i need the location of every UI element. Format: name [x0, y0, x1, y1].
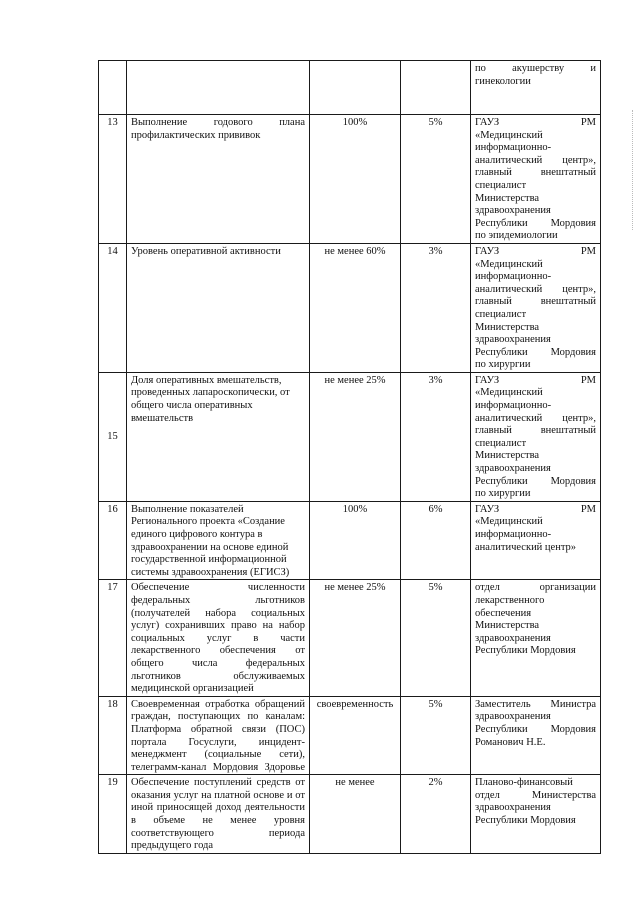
responsible-line: Республики Мордовия — [475, 475, 596, 487]
weight-value: 3% — [401, 372, 471, 501]
responsible-line: главный внештатный — [475, 425, 596, 437]
responsible-cell — [471, 61, 601, 115]
indicator-line: системы здравоохранения (ЕГИСЗ) — [131, 566, 290, 578]
responsible-cell — [471, 775, 601, 854]
indicator-line: телеграмм-канал Мордовия Здоровье — [131, 761, 305, 773]
indicator-line: медицинской организацией — [131, 683, 254, 695]
indicator-line: проведенных лапароскопически, от — [131, 387, 290, 399]
weight-value: 2% — [401, 775, 471, 854]
responsible-line: обеспечения — [475, 607, 532, 619]
responsible-cell — [471, 501, 601, 580]
responsible-line: ГАУЗ РМ — [475, 503, 596, 515]
responsible-line: аналитический центр» — [475, 541, 577, 553]
responsible-line: отдел организации — [475, 582, 596, 594]
responsible-line: Министерства — [475, 620, 540, 632]
indicator-line: Обеспечение поступлений средств от — [131, 777, 305, 789]
row-number: 16 — [99, 501, 127, 580]
responsible-line: аналитический центр», — [475, 283, 596, 295]
indicator-line: Уровень оперативной активности — [131, 245, 281, 257]
row-number: 13 — [99, 115, 127, 244]
responsible-line: информационно- — [475, 400, 552, 412]
indicator-line: Выполнение годового плана — [131, 117, 305, 128]
row-number: 15 — [99, 372, 127, 501]
indicator-line: портала Госуслуги, инцидент- — [131, 736, 305, 748]
table-row — [99, 61, 601, 115]
weight-value — [401, 61, 471, 115]
indicator-line: социальных услуг в части — [131, 632, 305, 644]
indicator-line: государственной информационной — [131, 554, 287, 566]
target-value: не менее — [310, 775, 401, 854]
indicator-line: Своевременная отработка обращений — [131, 698, 305, 710]
responsible-line: Министерства — [475, 321, 540, 333]
row-number: 17 — [99, 580, 127, 696]
responsible-cell — [471, 115, 601, 244]
table-row — [99, 372, 601, 501]
row-number — [99, 61, 127, 115]
table-row — [99, 580, 601, 696]
responsible-line: здравоохранения — [475, 802, 551, 814]
indicator-line: Обеспечение численности — [131, 582, 305, 594]
weight-value: 6% — [401, 501, 471, 580]
indicator-line: Доля оперативных вмешательств, — [131, 374, 282, 386]
responsible-line: «Медицинский — [475, 258, 543, 270]
responsible-line: Министерства — [475, 450, 540, 462]
responsible-line: Республики Мордовия — [475, 815, 576, 827]
responsible-line: гинекологии — [475, 75, 531, 87]
indicator-line: услуг) сохранивших право на набор — [131, 620, 305, 632]
responsible-line: здравоохранения — [475, 711, 551, 723]
responsible-line: аналитический центр», — [475, 154, 596, 166]
indicator-line: в объеме не менее уровня — [131, 815, 305, 827]
indicator-line: Выполнение показателей — [131, 503, 244, 515]
responsible-line: ГАУЗ РМ — [475, 374, 596, 386]
responsible-line: по хирургии — [475, 488, 531, 500]
responsible-line: информационно- — [475, 529, 552, 540]
indicator-line: иной приносящей доход деятельности — [131, 802, 305, 814]
responsible-cell — [471, 580, 601, 696]
responsible-line: Республики Мордовия — [475, 217, 596, 229]
responsible-line: здравоохранения — [475, 205, 551, 217]
target-value: не менее 25% — [310, 580, 401, 696]
responsible-line: по хирургии — [475, 359, 531, 371]
responsible-line: лекарственного — [475, 594, 545, 606]
scan-edge-artifact — [632, 110, 636, 230]
target-value — [310, 61, 401, 115]
indicator-line: профилактических прививок — [131, 129, 261, 141]
responsible-line: Планово-финансовый — [475, 777, 573, 789]
indicator-line: Платформа обратной связи (ПОС) — [131, 723, 305, 735]
indicator-cell — [127, 372, 310, 501]
responsible-line: отдел Министерства — [475, 789, 596, 801]
indicator-cell — [127, 501, 310, 580]
indicator-line: граждан, поступающих по каналам: — [131, 711, 305, 723]
indicator-line: льготников обслуживаемых — [131, 670, 305, 682]
table-row — [99, 501, 601, 580]
responsible-line: Республики Мордовия — [475, 346, 596, 358]
responsible-line: ГАУЗ РМ — [475, 245, 596, 257]
indicator-cell — [127, 115, 310, 244]
indicator-line: единого цифрового контура в — [131, 529, 263, 540]
responsible-cell — [471, 696, 601, 775]
row-number: 18 — [99, 696, 127, 775]
responsible-line: информационно- — [475, 142, 552, 154]
indicator-line: общего числа федеральных — [131, 657, 305, 669]
responsible-line: «Медицинский — [475, 129, 543, 141]
indicator-line: лекарственного обеспечения от — [131, 645, 305, 657]
responsible-line: по эпидемиологии — [475, 230, 558, 242]
table-body — [99, 61, 601, 854]
target-value: не менее 60% — [310, 243, 401, 372]
responsible-line: Министерства — [475, 192, 540, 204]
responsible-line: Заместитель Министра — [475, 698, 596, 710]
responsible-line: информационно- — [475, 271, 552, 283]
indicator-cell — [127, 580, 310, 696]
responsible-line: здравоохранения — [475, 334, 551, 346]
responsible-cell — [471, 243, 601, 372]
responsible-line: Республики Мордовия — [475, 645, 576, 657]
target-value: 100% — [310, 501, 401, 580]
responsible-line: Республики Мордовия — [475, 723, 596, 735]
responsible-line: специалист — [475, 179, 527, 191]
responsible-line: по акушерству и — [475, 63, 596, 74]
indicator-line: федеральных льготников — [131, 594, 305, 606]
table-row — [99, 696, 601, 775]
responsible-line: специалист — [475, 437, 527, 449]
responsible-line: «Медицинский — [475, 516, 543, 528]
table-row — [99, 243, 601, 372]
responsible-line: здравоохранения — [475, 632, 551, 644]
responsible-line: главный внештатный — [475, 167, 596, 179]
responsible-line: «Медицинский — [475, 387, 543, 399]
row-number: 19 — [99, 775, 127, 854]
responsible-cell — [471, 372, 601, 501]
indicator-cell — [127, 696, 310, 775]
responsible-line: аналитический центр», — [475, 412, 596, 424]
indicators-table — [98, 60, 601, 854]
responsible-line: Романович Н.Е. — [475, 736, 546, 748]
target-value: своевременность — [310, 696, 401, 775]
indicator-line: предыдущего года — [131, 840, 214, 852]
table-row — [99, 115, 601, 244]
indicator-line: общего числа оперативных — [131, 400, 253, 412]
indicator-line: оказания услуг на платной основе и от — [131, 789, 305, 801]
indicator-line: здравоохранении на основе единой — [131, 541, 289, 553]
indicator-cell — [127, 61, 310, 115]
indicator-line: (получателей набора социальных — [131, 607, 305, 619]
responsible-line: специалист — [475, 308, 527, 320]
responsible-line: здравоохранения — [475, 463, 551, 475]
indicator-line: менеджмент (социальные сети), — [131, 749, 305, 761]
weight-value: 5% — [401, 696, 471, 775]
indicator-line: соответствующего периода — [131, 827, 305, 839]
indicator-cell — [127, 243, 310, 372]
target-value: не менее 25% — [310, 372, 401, 501]
weight-value: 3% — [401, 243, 471, 372]
responsible-line: главный внештатный — [475, 296, 596, 308]
table-row — [99, 775, 601, 854]
indicator-cell — [127, 775, 310, 854]
indicator-line: вмешательств — [131, 412, 194, 424]
weight-value: 5% — [401, 115, 471, 244]
row-number: 14 — [99, 243, 127, 372]
indicator-line: Регионального проекта «Создание — [131, 516, 285, 528]
target-value: 100% — [310, 115, 401, 244]
responsible-line: ГАУЗ РМ — [475, 117, 596, 128]
weight-value: 5% — [401, 580, 471, 696]
